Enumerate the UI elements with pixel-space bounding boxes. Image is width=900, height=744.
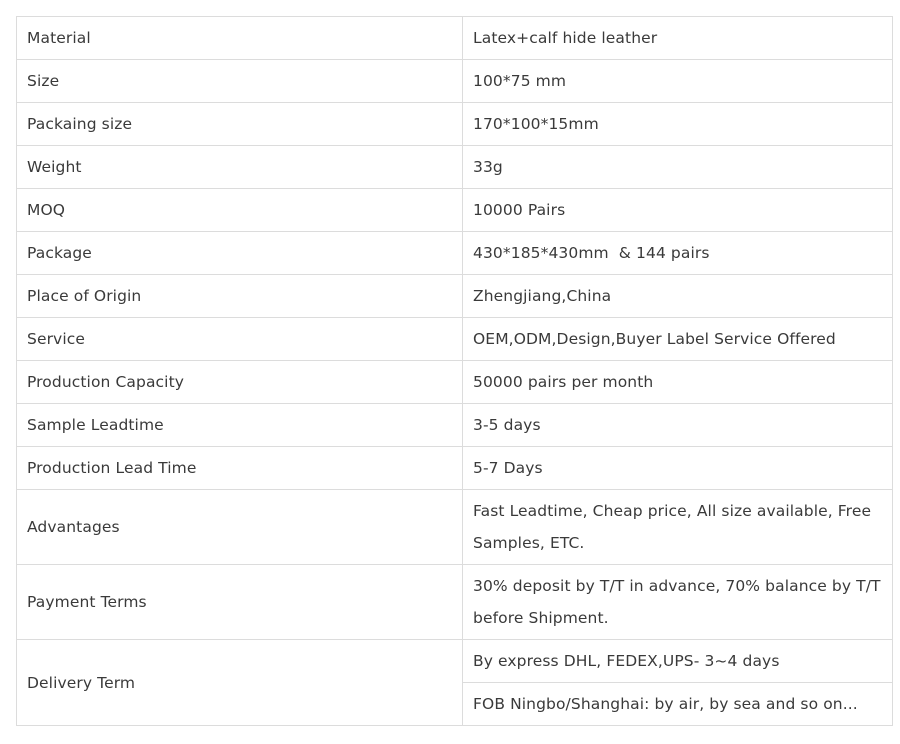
- spec-row-payment-terms: [17, 565, 893, 640]
- spec-label: MOQ: [17, 189, 463, 232]
- spec-value: 100*75 mm: [463, 60, 893, 103]
- spec-label: Packaing size: [17, 103, 463, 146]
- spec-row-production-capacity: [17, 361, 893, 404]
- spec-row-production-lead-time: [17, 447, 893, 490]
- spec-value: FOB Ningbo/Shanghai: by air, by sea and so on...: [463, 683, 893, 726]
- spec-label: Size: [17, 60, 463, 103]
- spec-value: Latex+calf hide leather: [463, 17, 893, 60]
- spec-value: 170*100*15mm: [463, 103, 893, 146]
- spec-row-moq: [17, 189, 893, 232]
- spec-row-delivery-term: [17, 640, 893, 683]
- spec-value: Zhengjiang,China: [463, 275, 893, 318]
- spec-label: Place of Origin: [17, 275, 463, 318]
- spec-row-service: [17, 318, 893, 361]
- spec-row-package: [17, 232, 893, 275]
- spec-label: Weight: [17, 146, 463, 189]
- spec-value: OEM,ODM,Design,Buyer Label Service Offered: [463, 318, 893, 361]
- spec-value: 33g: [463, 146, 893, 189]
- spec-label: Sample Leadtime: [17, 404, 463, 447]
- spec-value: 3-5 days: [463, 404, 893, 447]
- spec-label: Package: [17, 232, 463, 275]
- spec-value: Fast Leadtime, Cheap price, All size available, Free Samples, ETC.: [463, 490, 893, 565]
- spec-value: 430*185*430mm & 144 pairs: [463, 232, 893, 275]
- spec-label: Production Capacity: [17, 361, 463, 404]
- spec-row-material: [17, 17, 893, 60]
- spec-label: Service: [17, 318, 463, 361]
- spec-label: Delivery Term: [17, 640, 463, 726]
- spec-value: 30% deposit by T/T in advance, 70% balance by T/T before Shipment.: [463, 565, 893, 640]
- spec-label: Production Lead Time: [17, 447, 463, 490]
- spec-label: Material: [17, 17, 463, 60]
- spec-value: 10000 Pairs: [463, 189, 893, 232]
- product-spec-table: [16, 16, 893, 726]
- spec-row-weight: [17, 146, 893, 189]
- spec-label: Payment Terms: [17, 565, 463, 640]
- spec-row-packaging-size: [17, 103, 893, 146]
- spec-label: Advantages: [17, 490, 463, 565]
- spec-row-advantages: [17, 490, 893, 565]
- spec-value: 5-7 Days: [463, 447, 893, 490]
- spec-row-size: [17, 60, 893, 103]
- spec-row-sample-leadtime: [17, 404, 893, 447]
- spec-value: 50000 pairs per month: [463, 361, 893, 404]
- spec-value: By express DHL, FEDEX,UPS- 3~4 days: [463, 640, 893, 683]
- spec-row-place-of-origin: [17, 275, 893, 318]
